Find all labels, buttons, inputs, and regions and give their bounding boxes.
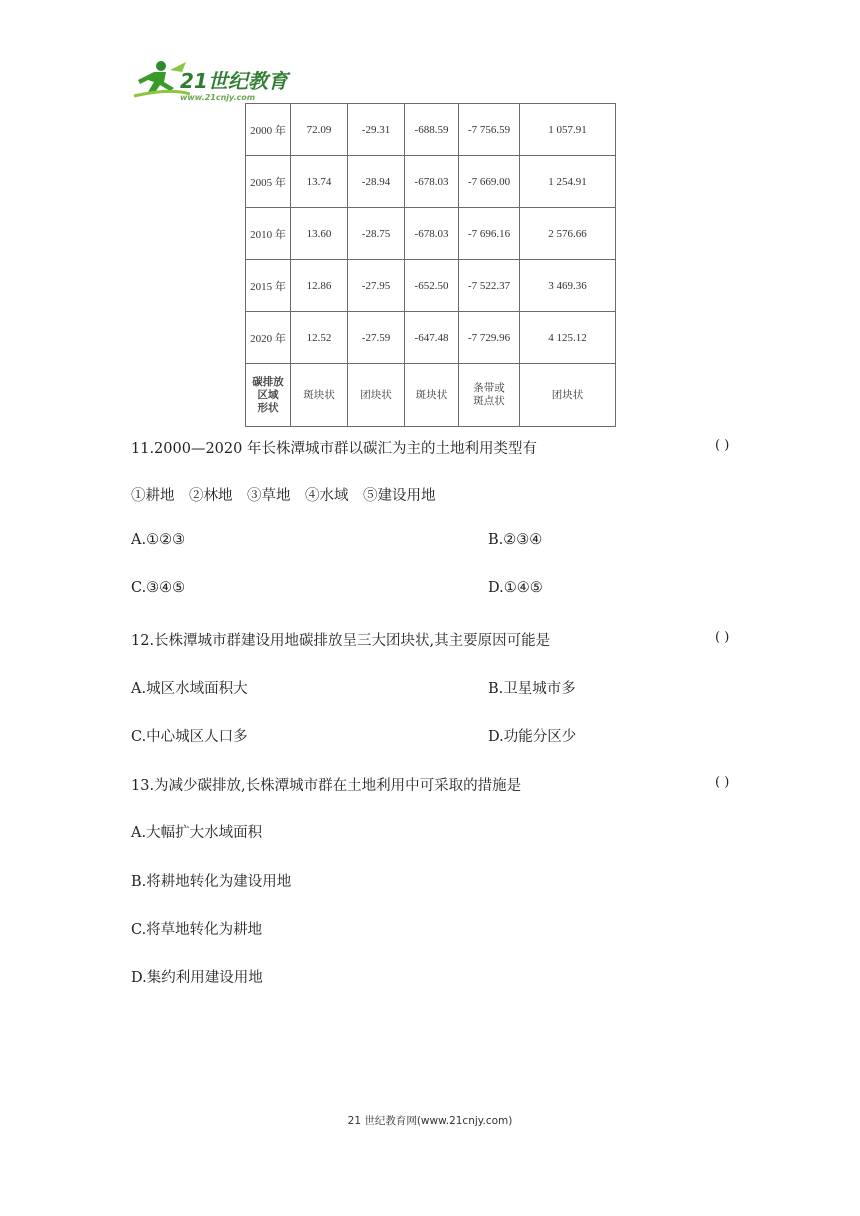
table-cell: -688.59 xyxy=(405,104,459,156)
option-d: D.集约利用建设用地 xyxy=(131,970,263,986)
table-cell: 1 254.91 xyxy=(520,156,616,208)
option-a: A.①②③ xyxy=(131,532,186,548)
table-cell: 1 057.91 xyxy=(520,104,616,156)
year-cell: 2015 年 xyxy=(246,260,291,312)
label-line: 碳排放 xyxy=(252,376,284,388)
label-line: 形状 xyxy=(257,402,279,414)
option-c: C.③④⑤ xyxy=(131,580,186,596)
option-c: C.中心城区人口多 xyxy=(131,729,248,745)
table-cell: 72.09 xyxy=(291,104,348,156)
table-cell: -652.50 xyxy=(405,260,459,312)
table-cell: -678.03 xyxy=(405,156,459,208)
page-footer: 21 世纪教育网(www.21cnjy.com) xyxy=(347,1115,513,1127)
table-cell: 12.52 xyxy=(291,312,348,364)
table-row xyxy=(246,104,616,156)
answer-blank: ( ) xyxy=(715,630,730,645)
table-cell: -678.03 xyxy=(405,208,459,260)
table-cell: -27.59 xyxy=(348,312,405,364)
shape-line: 斑点状 xyxy=(473,396,505,407)
table-cell: -29.31 xyxy=(348,104,405,156)
table-cell: 13.74 xyxy=(291,156,348,208)
logo-url: www.21cnjy.com xyxy=(180,93,256,102)
logo-title: 21世纪教育 xyxy=(180,69,288,93)
shape-row-label xyxy=(246,364,291,427)
year-cell: 2010 年 xyxy=(246,208,291,260)
table-row xyxy=(246,156,616,208)
table-row xyxy=(246,208,616,260)
year-cell: 2000 年 xyxy=(246,104,291,156)
table-cell: 12.86 xyxy=(291,260,348,312)
table-cell: -7 756.59 xyxy=(459,104,520,156)
shape-row xyxy=(246,364,616,427)
shape-cell: 斑块状 xyxy=(291,364,348,427)
option-b: B.将耕地转化为建设用地 xyxy=(131,874,292,890)
question-11-items: ①耕地 ②林地 ③草地 ④水域 ⑤建设用地 xyxy=(131,488,436,504)
table-cell: 13.60 xyxy=(291,208,348,260)
carbon-emission-table xyxy=(245,103,616,427)
table-cell: -7 729.96 xyxy=(459,312,520,364)
table-row xyxy=(246,312,616,364)
answer-blank: ( ) xyxy=(715,438,730,453)
table-cell: -7 696.16 xyxy=(459,208,520,260)
option-d: D.功能分区少 xyxy=(488,729,577,745)
table-cell: -647.48 xyxy=(405,312,459,364)
table-cell: 3 469.36 xyxy=(520,260,616,312)
question-13-stem: 13.为减少碳排放,长株潭城市群在土地利用中可采取的措施是 xyxy=(131,778,522,794)
table-cell: -7 669.00 xyxy=(459,156,520,208)
shape-cell: 团块状 xyxy=(520,364,616,427)
question-12-stem: 12.长株潭城市群建设用地碳排放呈三大团块状,其主要原因可能是 xyxy=(131,633,551,649)
shape-cell: 斑块状 xyxy=(405,364,459,427)
shape-cell: 团块状 xyxy=(348,364,405,427)
option-c: C.将草地转化为耕地 xyxy=(131,922,263,938)
option-a: A.大幅扩大水域面积 xyxy=(131,825,263,841)
option-a: A.城区水域面积大 xyxy=(131,681,248,697)
answer-blank: ( ) xyxy=(715,775,730,790)
year-cell: 2005 年 xyxy=(246,156,291,208)
label-line: 区域 xyxy=(257,389,279,401)
question-11-stem: 11.2000—2020 年长株潭城市群以碳汇为主的土地利用类型有 xyxy=(131,441,537,457)
site-logo xyxy=(130,58,295,104)
year-cell: 2020 年 xyxy=(246,312,291,364)
table-cell: -7 522.37 xyxy=(459,260,520,312)
table-cell: -27.95 xyxy=(348,260,405,312)
table-cell: -28.94 xyxy=(348,156,405,208)
table-row xyxy=(246,260,616,312)
shape-line: 条带或 xyxy=(473,383,505,394)
option-b: B.卫星城市多 xyxy=(488,681,576,697)
table-cell: 2 576.66 xyxy=(520,208,616,260)
shape-cell xyxy=(459,364,520,427)
table-cell: -28.75 xyxy=(348,208,405,260)
table-cell: 4 125.12 xyxy=(520,312,616,364)
option-d: D.①④⑤ xyxy=(488,580,543,596)
option-b: B.②③④ xyxy=(488,532,543,548)
